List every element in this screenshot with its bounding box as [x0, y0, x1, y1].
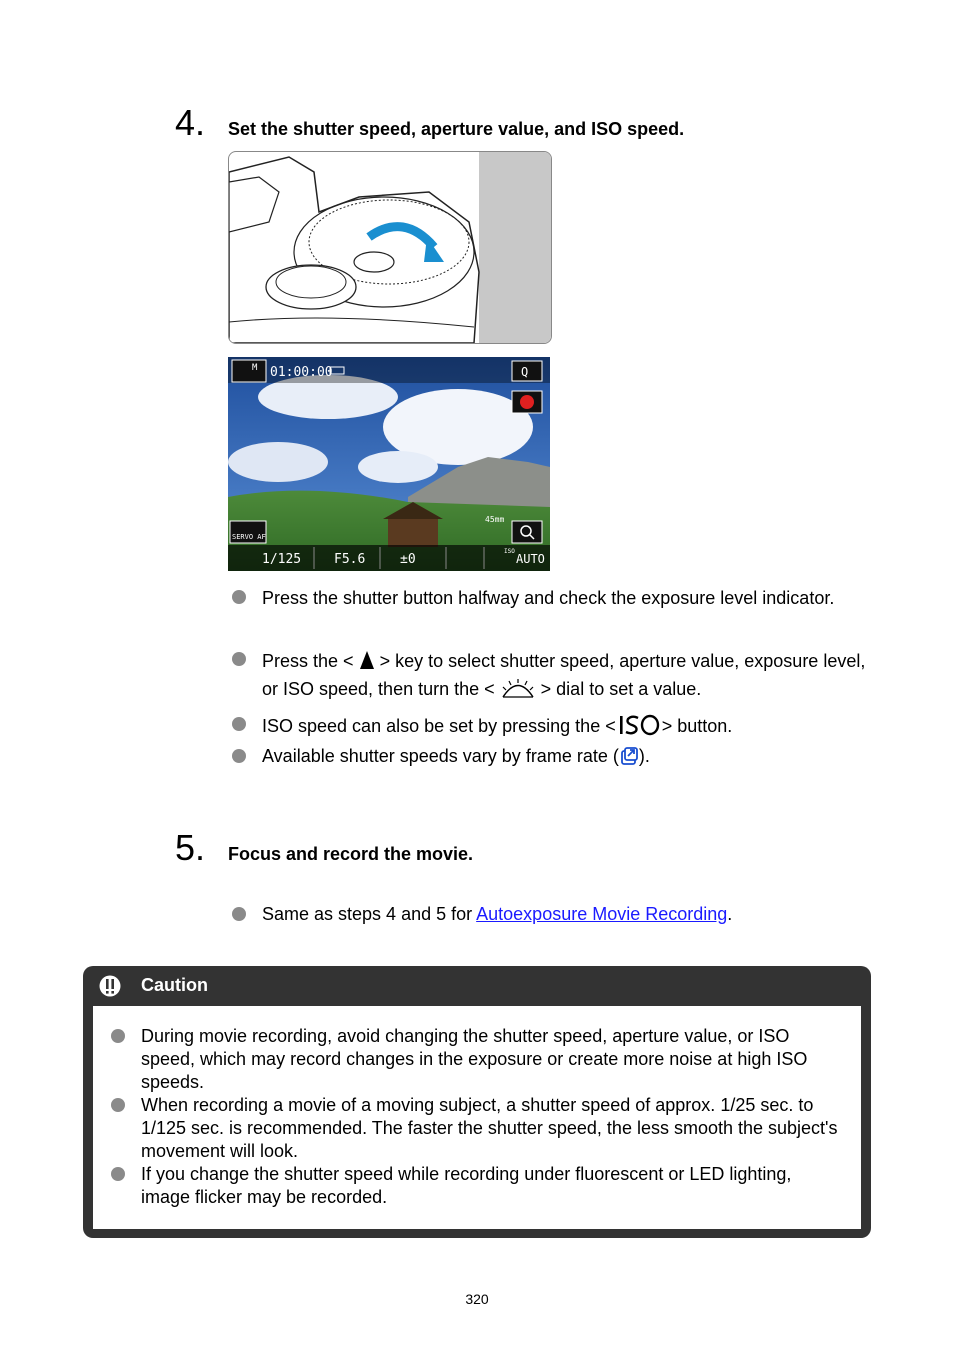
caution-box [83, 966, 871, 1238]
caution-item-2: When recording a movie of a moving subject, a shutter speed of approx. 1/25 sec. to 1/125 sec. is recommended. The faster the shutter speed, the less smooth the subject's movement will look. [103, 1094, 843, 1163]
step-4-bullet-1: Press the shutter button halfway and check the exposure level indicator. [230, 587, 870, 633]
iso-readout: AUTO [516, 552, 545, 566]
q-button-label: Q [521, 365, 529, 379]
caution-title: Caution [141, 975, 208, 995]
reference-link-icon[interactable] [619, 746, 639, 766]
step-4-bullet-2: Press the < > key to select shutter speed, aperture value, exposure level, or ISO speed, then turn the < > dial to set a value. [230, 647, 870, 699]
focal-length: 45mm [485, 515, 505, 524]
mode-label: M [252, 363, 258, 373]
up-key-icon [359, 650, 375, 670]
step-4-title: Set the shutter speed, aperture value, and ISO speed. [228, 119, 685, 139]
shutter-readout: 1/125 [262, 552, 302, 567]
main-dial-icon [500, 678, 536, 700]
caution-icon [99, 975, 121, 997]
caution-content [93, 1006, 861, 1229]
exposure-readout: ±0 [400, 552, 416, 567]
af-label: SERVO AF [232, 533, 266, 541]
iso-button-icon [616, 713, 662, 737]
step-5-bullet-1: Same as steps 4 and 5 for Autoexposure Movie Recording. [230, 903, 870, 929]
iso-label: ISO [504, 548, 515, 555]
step-4-bullet-4: Available shutter speeds vary by frame rate ( ). [230, 745, 870, 771]
caution-item-1: During movie recording, avoid changing the shutter speed, aperture value, or ISO speed, which may record changes in the exposure or create more noise at high ISO speeds. [103, 1025, 843, 1094]
step-5-number: 5. [175, 827, 206, 868]
camera-dial-illustration [228, 151, 552, 344]
step-5-title: Focus and record the movie. [228, 844, 474, 864]
page-number: 320 [465, 1291, 489, 1307]
record-icon [520, 395, 534, 409]
aperture-readout: F5.6 [334, 552, 366, 567]
lcd-screen-illustration [228, 357, 550, 571]
step-4-bullet-3: ISO speed can also be set by pressing the < > button. [230, 713, 870, 739]
time-readout: 01:00:00 [270, 365, 333, 380]
step-4-number: 4. [175, 102, 206, 143]
autoexposure-movie-recording-link[interactable]: Autoexposure Movie Recording [476, 904, 728, 924]
caution-item-3: If you change the shutter speed while recording under fluorescent or LED lighting, image flicker may be recorded. [103, 1163, 843, 1209]
